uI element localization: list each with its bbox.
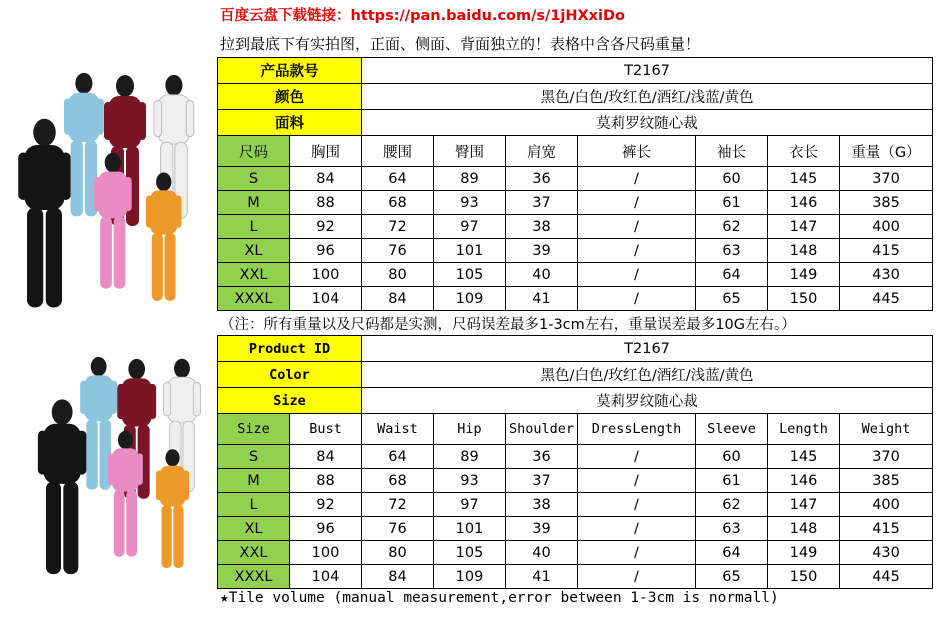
size-cell: XXL xyxy=(218,541,290,565)
value-cell: 105 xyxy=(434,263,506,287)
header-cell: Waist xyxy=(362,414,434,445)
value-cell: 68 xyxy=(362,191,434,215)
value-cell: 92 xyxy=(290,493,362,517)
value-cell: 40 xyxy=(506,263,578,287)
table-row xyxy=(218,167,933,191)
value-cell: 147 xyxy=(768,493,840,517)
header-cell: 衣长 xyxy=(768,136,840,167)
value-cell: 104 xyxy=(290,287,362,311)
value-cell: 149 xyxy=(768,541,840,565)
value-cell: / xyxy=(578,215,696,239)
fabric-label: Size xyxy=(218,388,362,414)
value-cell: 93 xyxy=(434,191,506,215)
value-cell: 68 xyxy=(362,469,434,493)
measurement-note: （注：所有重量以及尺码都是实测，尺码误差最多1-3cm左右，重量误差最多10G左右。） xyxy=(220,317,796,333)
header-row xyxy=(218,414,933,445)
table-row xyxy=(218,565,933,589)
size-cell: L xyxy=(218,215,290,239)
value-cell: 36 xyxy=(506,167,578,191)
value-cell: 150 xyxy=(768,287,840,311)
value-cell: 147 xyxy=(768,215,840,239)
value-cell: 38 xyxy=(506,215,578,239)
value-cell: 84 xyxy=(290,445,362,469)
value-cell: 37 xyxy=(506,191,578,215)
table-row xyxy=(218,287,933,311)
value-cell: / xyxy=(578,263,696,287)
value-cell: 62 xyxy=(696,493,768,517)
value-cell: 72 xyxy=(362,215,434,239)
header-cell: 胸围 xyxy=(290,136,362,167)
value-cell: 80 xyxy=(362,263,434,287)
size-cell: S xyxy=(218,167,290,191)
value-cell: 148 xyxy=(768,517,840,541)
value-cell: 93 xyxy=(434,469,506,493)
value-cell: 370 xyxy=(840,167,933,191)
header-cell: Length xyxy=(768,414,840,445)
value-cell: 61 xyxy=(696,191,768,215)
value-cell: 40 xyxy=(506,541,578,565)
value-cell: 149 xyxy=(768,263,840,287)
value-cell: / xyxy=(578,493,696,517)
size-cell: M xyxy=(218,469,290,493)
value-cell: 146 xyxy=(768,191,840,215)
product-id-label: 产品款号 xyxy=(218,58,362,84)
product-photo-top xyxy=(5,60,210,330)
size-cell: M xyxy=(218,191,290,215)
product-photo-bottom xyxy=(18,345,223,595)
color-label: Color xyxy=(218,362,362,388)
value-cell: 101 xyxy=(434,239,506,263)
value-cell: 41 xyxy=(506,565,578,589)
header-cell: 尺码 xyxy=(218,136,290,167)
value-cell: 109 xyxy=(434,287,506,311)
value-cell: 96 xyxy=(290,517,362,541)
fabric-value: 莫莉罗纹随心裁 xyxy=(362,388,933,414)
header-cell: Bust xyxy=(290,414,362,445)
size-cell: XL xyxy=(218,239,290,263)
header-cell: 腰围 xyxy=(362,136,434,167)
value-cell: 63 xyxy=(696,239,768,263)
value-cell: 39 xyxy=(506,239,578,263)
color-value: 黑色/白色/玫红色/酒红/浅蓝/黄色 xyxy=(362,84,933,110)
value-cell: / xyxy=(578,517,696,541)
product-id-value: T2167 xyxy=(362,58,933,84)
size-cell: XXXL xyxy=(218,287,290,311)
value-cell: 400 xyxy=(840,493,933,517)
value-cell: 415 xyxy=(840,239,933,263)
value-cell: 150 xyxy=(768,565,840,589)
value-cell: 60 xyxy=(696,445,768,469)
value-cell: 38 xyxy=(506,493,578,517)
table-row xyxy=(218,493,933,517)
size-table-cn xyxy=(217,57,933,311)
value-cell: 96 xyxy=(290,239,362,263)
value-cell: 430 xyxy=(840,263,933,287)
value-cell: 430 xyxy=(840,541,933,565)
value-cell: / xyxy=(578,167,696,191)
header-cell: Weight xyxy=(840,414,933,445)
value-cell: 445 xyxy=(840,565,933,589)
table-row xyxy=(218,239,933,263)
value-cell: 97 xyxy=(434,215,506,239)
value-cell: 92 xyxy=(290,215,362,239)
value-cell: 84 xyxy=(290,167,362,191)
value-cell: 445 xyxy=(840,287,933,311)
value-cell: 100 xyxy=(290,541,362,565)
value-cell: 60 xyxy=(696,167,768,191)
value-cell: / xyxy=(578,287,696,311)
header-cell: 袖长 xyxy=(696,136,768,167)
header-cell: Sleeve xyxy=(696,414,768,445)
value-cell: / xyxy=(578,239,696,263)
table-row xyxy=(218,445,933,469)
value-cell: 97 xyxy=(434,493,506,517)
color-value: 黑色/白色/玫红色/酒红/浅蓝/黄色 xyxy=(362,362,933,388)
value-cell: 64 xyxy=(362,167,434,191)
value-cell: 76 xyxy=(362,517,434,541)
value-cell: 63 xyxy=(696,517,768,541)
header-row xyxy=(218,136,933,167)
value-cell: 62 xyxy=(696,215,768,239)
value-cell: / xyxy=(578,541,696,565)
header-cell: DressLength xyxy=(578,414,696,445)
value-cell: 89 xyxy=(434,167,506,191)
value-cell: 400 xyxy=(840,215,933,239)
table-row xyxy=(218,191,933,215)
value-cell: 145 xyxy=(768,167,840,191)
subtitle: 拉到最底下有实拍图，正面、侧面、背面独立的！表格中含各尺码重量！ xyxy=(220,35,701,53)
value-cell: 80 xyxy=(362,541,434,565)
value-cell: 64 xyxy=(362,445,434,469)
value-cell: 72 xyxy=(362,493,434,517)
table-row xyxy=(218,215,933,239)
value-cell: 385 xyxy=(840,469,933,493)
size-cell: S xyxy=(218,445,290,469)
value-cell: 41 xyxy=(506,287,578,311)
value-cell: 100 xyxy=(290,263,362,287)
header-cell: 重量（G） xyxy=(840,136,933,167)
table-row xyxy=(218,541,933,565)
header-cell: Size xyxy=(218,414,290,445)
size-cell: XXL xyxy=(218,263,290,287)
header-cell: Hip xyxy=(434,414,506,445)
header-cell: 肩宽 xyxy=(506,136,578,167)
table-row xyxy=(218,469,933,493)
value-cell: 88 xyxy=(290,469,362,493)
table-row xyxy=(218,263,933,287)
value-cell: / xyxy=(578,191,696,215)
value-cell: 37 xyxy=(506,469,578,493)
value-cell: 39 xyxy=(506,517,578,541)
product-id-label: Product ID xyxy=(218,336,362,362)
value-cell: 385 xyxy=(840,191,933,215)
fabric-label: 面料 xyxy=(218,110,362,136)
color-label: 颜色 xyxy=(218,84,362,110)
value-cell: 415 xyxy=(840,517,933,541)
model-figure-black xyxy=(38,399,87,574)
size-table-en xyxy=(217,335,933,589)
value-cell: 65 xyxy=(696,565,768,589)
header-cell: 裤长 xyxy=(578,136,696,167)
value-cell: 84 xyxy=(362,287,434,311)
value-cell: 109 xyxy=(434,565,506,589)
value-cell: 148 xyxy=(768,239,840,263)
download-link[interactable]: 百度云盘下载链接：https://pan.baidu.com/s/1jHXxiDo xyxy=(220,8,626,24)
value-cell: / xyxy=(578,469,696,493)
value-cell: 105 xyxy=(434,541,506,565)
value-cell: / xyxy=(578,445,696,469)
fabric-value: 莫莉罗纹随心裁 xyxy=(362,110,933,136)
value-cell: 76 xyxy=(362,239,434,263)
value-cell: 145 xyxy=(768,445,840,469)
footer-note: ★Tile volume (manual measurement,error between 1-3cm is normall) xyxy=(220,590,779,606)
value-cell: 64 xyxy=(696,263,768,287)
value-cell: / xyxy=(578,565,696,589)
header-cell: Shoulder xyxy=(506,414,578,445)
model-figure-black xyxy=(18,119,71,308)
value-cell: 104 xyxy=(290,565,362,589)
size-cell: XL xyxy=(218,517,290,541)
value-cell: 65 xyxy=(696,287,768,311)
size-cell: L xyxy=(218,493,290,517)
value-cell: 36 xyxy=(506,445,578,469)
product-id-value: T2167 xyxy=(362,336,933,362)
value-cell: 61 xyxy=(696,469,768,493)
value-cell: 101 xyxy=(434,517,506,541)
value-cell: 146 xyxy=(768,469,840,493)
value-cell: 64 xyxy=(696,541,768,565)
value-cell: 88 xyxy=(290,191,362,215)
table-row xyxy=(218,517,933,541)
size-cell: XXXL xyxy=(218,565,290,589)
header-cell: 臀围 xyxy=(434,136,506,167)
value-cell: 370 xyxy=(840,445,933,469)
value-cell: 84 xyxy=(362,565,434,589)
value-cell: 89 xyxy=(434,445,506,469)
